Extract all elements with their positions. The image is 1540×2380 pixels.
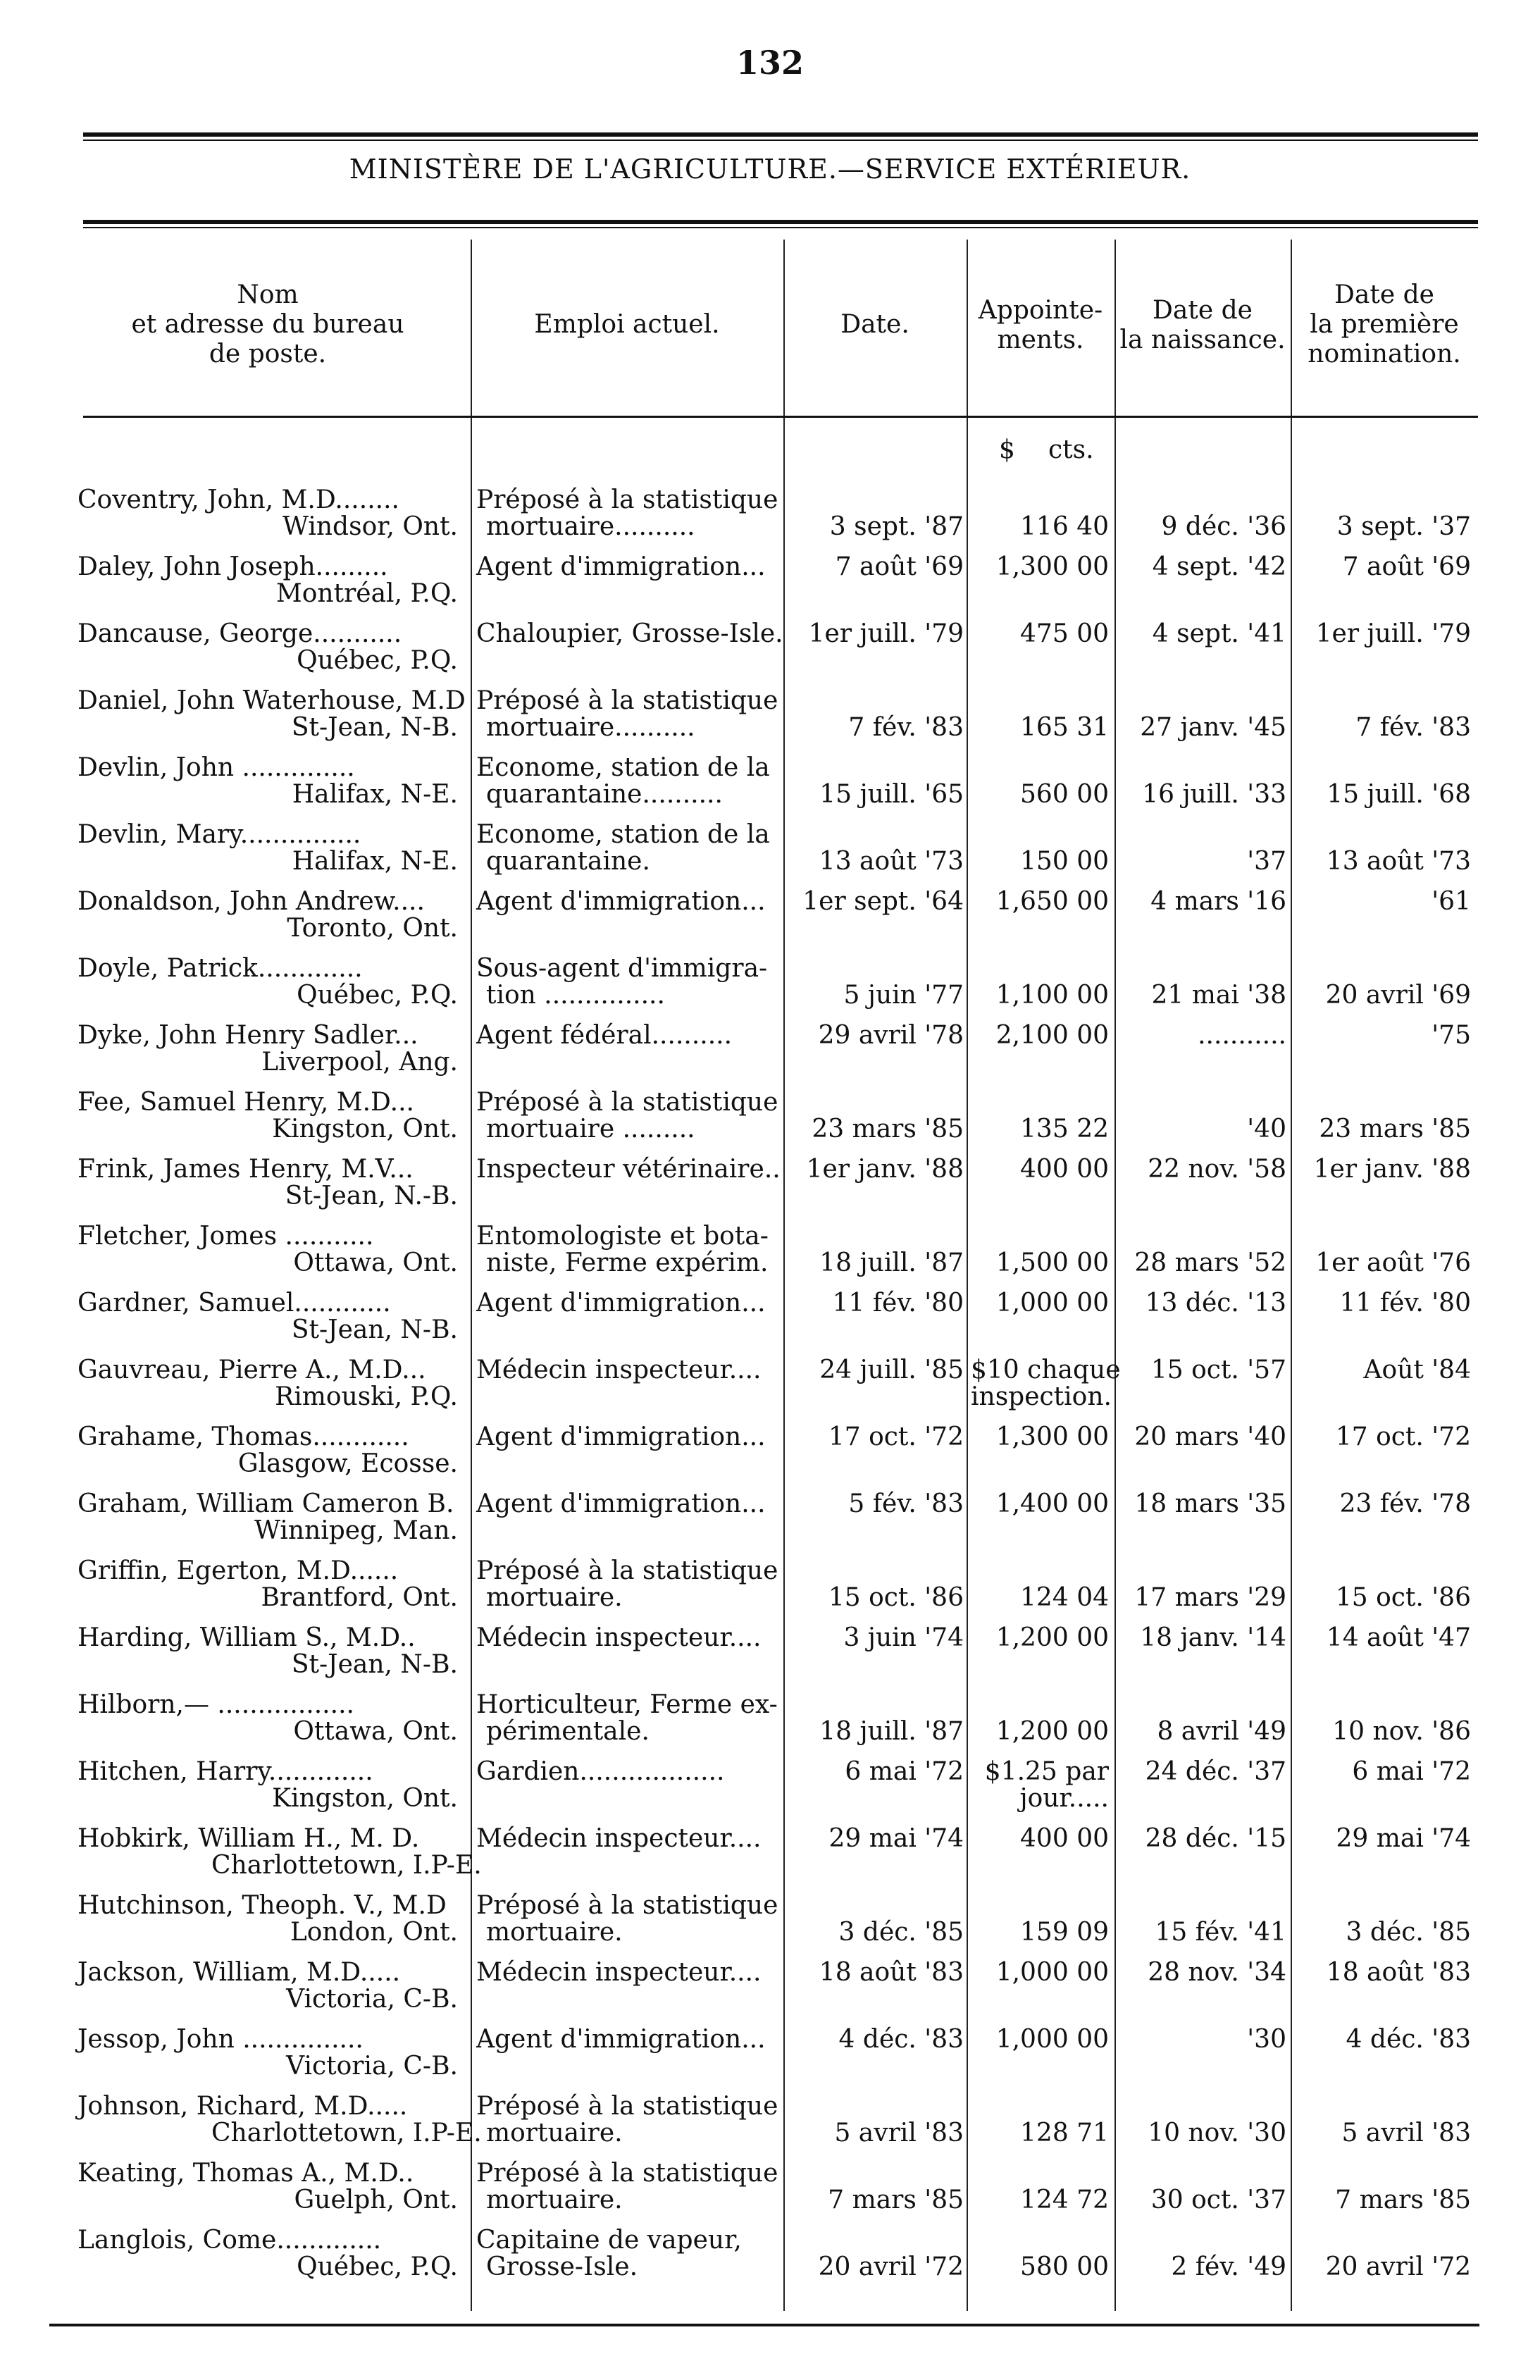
person-name: Coventry, John, M.D........ — [77, 485, 399, 514]
employment: Préposé à la statistique — [476, 485, 778, 514]
person-name: Hitchen, Harry............. — [77, 1757, 373, 1786]
employment-continued: quarantaine. — [486, 847, 650, 876]
salary: 1,000 00 — [995, 2025, 1109, 2054]
first-appointment-date: 4 déc. '83 — [1346, 2025, 1471, 2054]
appointment-date: 5 avril '83 — [834, 2119, 964, 2147]
first-appointment-date: 13 août '73 — [1326, 847, 1471, 876]
person-name: Griffin, Egerton, M.D...... — [77, 1556, 399, 1585]
appointment-date: 18 juill. '87 — [819, 1248, 964, 1277]
birth-date: 17 mars '29 — [1134, 1583, 1286, 1612]
column-divider — [1291, 240, 1292, 2311]
appointment-date: 29 avril '78 — [818, 1021, 964, 1050]
employment: Agent d'immigration... — [476, 1423, 766, 1451]
salary: 1,000 00 — [995, 1958, 1109, 1987]
person-name: Frink, James Henry, M.V... — [77, 1155, 414, 1184]
post-office-address: Victoria, C-B. — [286, 2052, 458, 2081]
appointment-date: 1er janv. '88 — [806, 1155, 964, 1184]
first-appointment-date: '75 — [1432, 1021, 1471, 1050]
column-divider — [967, 240, 968, 2311]
birth-date: 22 nov. '58 — [1148, 1155, 1286, 1184]
appointment-date: 15 oct. '86 — [828, 1583, 964, 1612]
appointment-date: 23 mars '85 — [812, 1115, 964, 1143]
employment: Préposé à la statistique — [476, 1891, 778, 1920]
salary: 1,650 00 — [995, 887, 1109, 916]
person-name: Grahame, Thomas............ — [77, 1423, 409, 1451]
employment-continued: tion ............... — [486, 981, 665, 1010]
person-name: Keating, Thomas A., M.D.. — [77, 2159, 414, 2188]
person-name: Langlois, Come............. — [77, 2226, 382, 2255]
employment: Médecin inspecteur.... — [476, 1958, 762, 1987]
post-office-address: Rimouski, P.Q. — [275, 1382, 458, 1411]
birth-date: 4 sept. '42 — [1152, 552, 1286, 581]
employment: Chaloupier, Grosse-Isle. — [476, 619, 783, 648]
post-office-address: St-Jean, N-B. — [291, 1650, 458, 1679]
employment-continued: mortuaire. — [486, 2186, 623, 2214]
birth-date: 18 mars '35 — [1134, 1489, 1286, 1518]
person-name: Devlin, John .............. — [77, 753, 355, 782]
first-appointment-date: 15 juill. '68 — [1327, 780, 1471, 809]
first-appointment-date: 11 fév. '80 — [1339, 1289, 1471, 1318]
birth-date: 18 janv. '14 — [1140, 1623, 1286, 1652]
birth-date: 4 sept. '41 — [1152, 619, 1286, 648]
first-appointment-date: 3 sept. '37 — [1336, 512, 1471, 541]
employment: Agent d'immigration... — [476, 887, 766, 916]
post-office-address: Québec, P.Q. — [297, 981, 458, 1010]
salary: 2,100 00 — [995, 1021, 1109, 1050]
person-name: Donaldson, John Andrew.... — [77, 887, 425, 916]
person-name: Dyke, John Henry Sadler... — [77, 1021, 418, 1050]
post-office-address: Montréal, P.Q. — [275, 579, 458, 608]
salary-continued: jour..... — [1019, 1784, 1109, 1813]
salary: 400 00 — [1020, 1155, 1109, 1184]
first-appointment-date: Août '84 — [1363, 1356, 1471, 1384]
employment-continued: mortuaire.......... — [486, 713, 695, 742]
first-appointment-date: 1er août '76 — [1315, 1248, 1471, 1277]
first-appointment-date: 14 août '47 — [1326, 1623, 1471, 1652]
page-title: MINISTÈRE DE L'AGRICULTURE.—SERVICE EXTÉRIEUR. — [349, 154, 1191, 185]
birth-date: 2 fév. '49 — [1171, 2252, 1286, 2281]
salary: 1,200 00 — [995, 1623, 1109, 1652]
first-appointment-date: 20 avril '69 — [1325, 981, 1471, 1010]
person-name: Johnson, Richard, M.D..... — [77, 2092, 408, 2121]
units-dollars: $ — [999, 435, 1015, 464]
employment-continued: périmentale. — [486, 1717, 650, 1746]
post-office-address: St-Jean, N-B. — [291, 713, 458, 742]
employment: Préposé à la statistique — [476, 2159, 778, 2188]
appointment-date: 17 oct. '72 — [828, 1423, 964, 1451]
top-rule — [83, 132, 1478, 137]
first-appointment-date: 17 oct. '72 — [1335, 1423, 1471, 1451]
appointment-date: 24 juill. '85 — [819, 1356, 964, 1384]
post-office-address: Ottawa, Ont. — [293, 1248, 458, 1277]
employment: Préposé à la statistique — [476, 686, 778, 715]
person-name: Fletcher, Jomes ........... — [77, 1222, 374, 1251]
birth-date: 16 juill. '33 — [1142, 780, 1286, 809]
person-name: Fee, Samuel Henry, M.D... — [77, 1088, 414, 1117]
birth-date: '30 — [1247, 2025, 1286, 2054]
header-name: Nom et adresse du bureau de poste. — [131, 280, 404, 368]
birth-date: 21 mai '38 — [1151, 981, 1286, 1010]
salary: 150 00 — [1020, 847, 1109, 876]
header-rule — [83, 416, 1478, 418]
birth-date: 24 déc. '37 — [1145, 1757, 1286, 1786]
column-divider — [1114, 240, 1116, 2311]
salary: 1,300 00 — [995, 1423, 1109, 1451]
employment: Médecin inspecteur.... — [476, 1356, 762, 1384]
post-office-address: St-Jean, N-B. — [291, 1315, 458, 1344]
birth-date: 4 mars '16 — [1150, 887, 1286, 916]
salary: 159 09 — [1020, 1918, 1109, 1947]
employment: Préposé à la statistique — [476, 1088, 778, 1117]
employment-continued: mortuaire.......... — [486, 512, 695, 541]
appointment-date: 1er sept. '64 — [802, 887, 964, 916]
birth-date: 20 mars '40 — [1134, 1423, 1286, 1451]
birth-date: ........... — [1198, 1021, 1286, 1050]
header-employment: Emploi actuel. — [534, 310, 720, 339]
employment-continued: niste, Ferme expérim. — [486, 1248, 769, 1277]
salary: 580 00 — [1020, 2252, 1109, 2281]
person-name: Hobkirk, William H., M. D. — [77, 1824, 420, 1853]
title-rule-thin — [83, 227, 1478, 228]
post-office-address: Québec, P.Q. — [297, 646, 458, 675]
appointment-date: 5 fév. '83 — [848, 1489, 964, 1518]
appointment-date: 1er juill. '79 — [808, 619, 964, 648]
appointment-date: 3 juin '74 — [843, 1623, 964, 1652]
salary: 128 71 — [1020, 2119, 1109, 2147]
salary: 124 04 — [1020, 1583, 1109, 1612]
units-cents: cts. — [1048, 435, 1094, 464]
birth-date: 27 janv. '45 — [1140, 713, 1286, 742]
birth-date: 13 déc. '13 — [1145, 1289, 1286, 1318]
person-name: Gardner, Samuel............ — [77, 1289, 391, 1318]
first-appointment-date: '61 — [1432, 887, 1471, 916]
post-office-address: St-Jean, N.-B. — [285, 1182, 458, 1210]
salary: 1,100 00 — [995, 981, 1109, 1010]
header-first-appointment: Date de la première nomination. — [1308, 280, 1461, 368]
birth-date: 15 fév. '41 — [1155, 1918, 1286, 1947]
first-appointment-date: 18 août '83 — [1326, 1958, 1471, 1987]
post-office-address: Glasgow, Ecosse. — [237, 1449, 458, 1478]
salary: 165 31 — [1020, 713, 1109, 742]
post-office-address: Charlottetown, I.P-E. — [211, 2119, 482, 2147]
appointment-date: 15 juill. '65 — [819, 780, 964, 809]
column-divider — [471, 240, 472, 2311]
employment: Agent d'immigration... — [476, 2025, 766, 2054]
employment: Sous-agent d'immigra- — [476, 954, 768, 983]
employment: Médecin inspecteur.... — [476, 1824, 762, 1853]
first-appointment-date: 23 mars '85 — [1319, 1115, 1471, 1143]
post-office-address: Guelph, Ont. — [294, 2186, 458, 2214]
person-name: Jessop, John ............... — [77, 2025, 364, 2054]
appointment-date: 7 fév. '83 — [848, 713, 964, 742]
post-office-address: Halifax, N-E. — [292, 780, 458, 809]
employment: Agent d'immigration... — [476, 1289, 766, 1318]
first-appointment-date: 7 août '69 — [1342, 552, 1471, 581]
person-name: Gauvreau, Pierre A., M.D... — [77, 1356, 426, 1384]
employment-continued: quarantaine.......... — [486, 780, 723, 809]
first-appointment-date: 3 déc. '85 — [1346, 1918, 1471, 1947]
employment-continued: mortuaire ......... — [486, 1115, 695, 1143]
appointment-date: 29 mai '74 — [828, 1824, 964, 1853]
person-name: Daniel, John Waterhouse, M.D — [77, 686, 466, 715]
person-name: Doyle, Patrick............. — [77, 954, 363, 983]
post-office-address: Victoria, C-B. — [286, 1985, 458, 2014]
employment-continued: mortuaire. — [486, 1583, 623, 1612]
salary: $1.25 par — [984, 1757, 1109, 1786]
birth-date: 15 oct. '57 — [1150, 1356, 1286, 1384]
employment: Préposé à la statistique — [476, 2092, 778, 2121]
employment: Capitaine de vapeur, — [476, 2226, 742, 2255]
post-office-address: Winnipeg, Man. — [254, 1516, 458, 1545]
post-office-address: Charlottetown, I.P-E. — [211, 1851, 482, 1880]
appointment-date: 13 août '73 — [819, 847, 964, 876]
first-appointment-date: 29 mai '74 — [1336, 1824, 1471, 1853]
birth-date: 28 déc. '15 — [1145, 1824, 1286, 1853]
post-office-address: London, Ont. — [290, 1918, 458, 1947]
first-appointment-date: 15 oct. '86 — [1335, 1583, 1471, 1612]
appointment-date: 3 déc. '85 — [838, 1918, 964, 1947]
person-name: Daley, John Joseph......... — [77, 552, 388, 581]
appointment-date: 18 août '83 — [819, 1958, 964, 1987]
employment: Entomologiste et bota- — [476, 1222, 769, 1251]
first-appointment-date: 1er juill. '79 — [1315, 619, 1471, 648]
person-name: Dancause, George........... — [77, 619, 402, 648]
birth-date: 28 nov. '34 — [1148, 1958, 1286, 1987]
post-office-address: Halifax, N-E. — [292, 847, 458, 876]
employment: Inspecteur vétérinaire.. — [476, 1155, 781, 1184]
person-name: Jackson, William, M.D..... — [77, 1958, 401, 1987]
birth-date: 30 oct. '37 — [1150, 2186, 1286, 2214]
birth-date: 28 mars '52 — [1134, 1248, 1286, 1277]
employment: Agent d'immigration... — [476, 552, 766, 581]
header-birth: Date de la naissance. — [1119, 296, 1286, 354]
employment-continued: mortuaire. — [486, 1918, 623, 1947]
employment: Agent fédéral.......... — [476, 1021, 733, 1050]
first-appointment-date: 7 mars '85 — [1335, 2186, 1471, 2214]
salary: 124 72 — [1020, 2186, 1109, 2214]
first-appointment-date: 7 fév. '83 — [1355, 713, 1471, 742]
appointment-date: 5 juin '77 — [843, 981, 964, 1010]
employment: Agent d'immigration... — [476, 1489, 766, 1518]
post-office-address: Kingston, Ont. — [272, 1784, 458, 1813]
salary: 1,200 00 — [995, 1717, 1109, 1746]
birth-date: '40 — [1247, 1115, 1286, 1143]
salary: $10 chaque — [971, 1356, 1121, 1384]
employment-continued: mortuaire. — [486, 2119, 623, 2147]
salary: 1,400 00 — [995, 1489, 1109, 1518]
employment: Horticulteur, Ferme ex- — [476, 1690, 778, 1719]
birth-date: 8 avril '49 — [1157, 1717, 1286, 1746]
first-appointment-date: 6 mai '72 — [1352, 1757, 1471, 1786]
birth-date: 9 déc. '36 — [1161, 512, 1286, 541]
post-office-address: Kingston, Ont. — [272, 1115, 458, 1143]
salary: 1,300 00 — [995, 552, 1109, 581]
salary: 400 00 — [1020, 1824, 1109, 1853]
birth-date: '37 — [1247, 847, 1286, 876]
employment: Préposé à la statistique — [476, 1556, 778, 1585]
employment: Econome, station de la — [476, 820, 770, 849]
employment: Gardien.................. — [476, 1757, 725, 1786]
post-office-address: Brantford, Ont. — [261, 1583, 458, 1612]
top-rule-thin — [83, 140, 1478, 141]
appointment-date: 18 juill. '87 — [819, 1717, 964, 1746]
header-salary: Appointe- ments. — [978, 296, 1103, 354]
person-name: Hutchinson, Theoph. V., M.D — [77, 1891, 447, 1920]
salary: 475 00 — [1020, 619, 1109, 648]
person-name: Devlin, Mary............... — [77, 820, 361, 849]
title-rule — [83, 220, 1478, 224]
first-appointment-date: 20 avril '72 — [1325, 2252, 1471, 2281]
appointment-date: 20 avril '72 — [818, 2252, 964, 2281]
person-name: Hilborn,— ................. — [77, 1690, 354, 1719]
salary: 116 40 — [1020, 512, 1109, 541]
post-office-address: Liverpool, Ang. — [261, 1048, 458, 1077]
employment: Médecin inspecteur.... — [476, 1623, 762, 1652]
salary-continued: inspection. — [971, 1382, 1112, 1411]
appointment-date: 6 mai '72 — [845, 1757, 964, 1786]
first-appointment-date: 5 avril '83 — [1341, 2119, 1471, 2147]
salary: 1,000 00 — [995, 1289, 1109, 1318]
employment-continued: Grosse-Isle. — [486, 2252, 638, 2281]
post-office-address: Ottawa, Ont. — [293, 1717, 458, 1746]
post-office-address: Toronto, Ont. — [287, 914, 458, 943]
header-date: Date. — [840, 310, 909, 339]
salary: 135 22 — [1020, 1115, 1109, 1143]
first-appointment-date: 10 nov. '86 — [1332, 1717, 1471, 1746]
first-appointment-date: 23 fév. '78 — [1339, 1489, 1471, 1518]
appointment-date: 7 août '69 — [835, 552, 964, 581]
appointment-date: 3 sept. '87 — [829, 512, 964, 541]
person-name: Graham, William Cameron B. — [77, 1489, 454, 1518]
page-number: 132 — [735, 44, 805, 82]
bottom-rule — [49, 2324, 1479, 2326]
salary: 560 00 — [1020, 780, 1109, 809]
post-office-address: Windsor, Ont. — [282, 512, 458, 541]
appointment-date: 11 fév. '80 — [832, 1289, 964, 1318]
person-name: Harding, William S., M.D.. — [77, 1623, 416, 1652]
appointment-date: 4 déc. '83 — [838, 2025, 964, 2054]
first-appointment-date: 1er janv. '88 — [1313, 1155, 1471, 1184]
salary: 1,500 00 — [995, 1248, 1109, 1277]
appointment-date: 7 mars '85 — [828, 2186, 964, 2214]
post-office-address: Québec, P.Q. — [297, 2252, 458, 2281]
employment: Econome, station de la — [476, 753, 770, 782]
birth-date: 10 nov. '30 — [1148, 2119, 1286, 2147]
column-divider — [783, 240, 785, 2311]
